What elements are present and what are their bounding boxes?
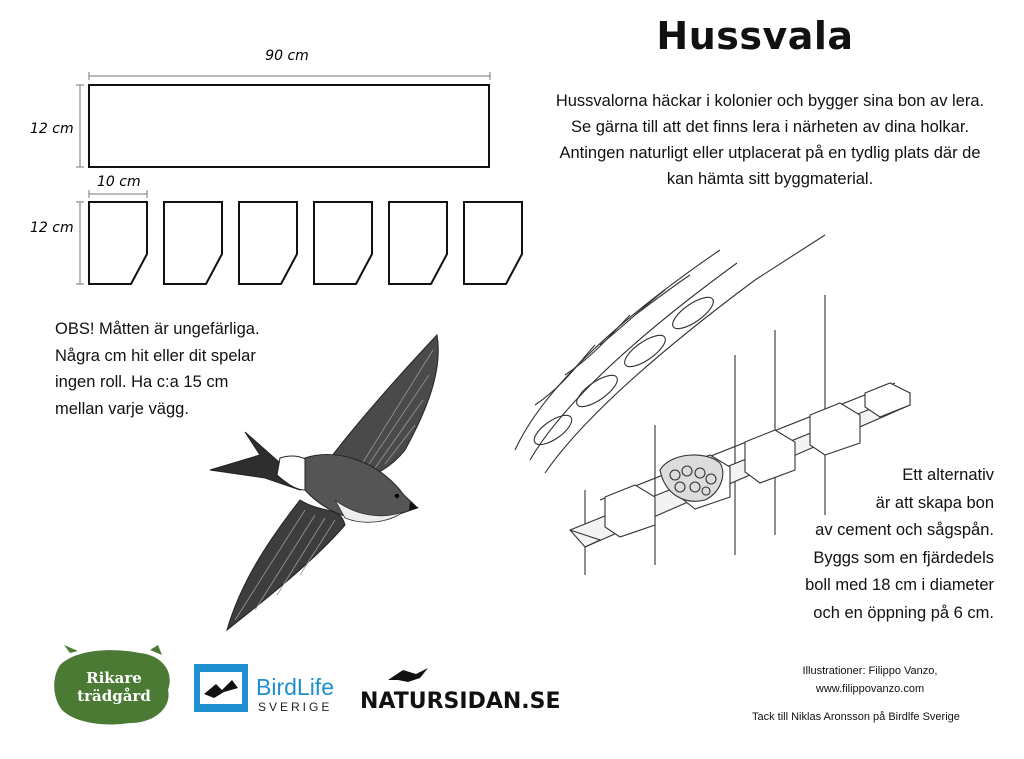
bird-silhouette-icon: [388, 668, 428, 682]
width-label: 90 cm: [265, 48, 309, 64]
alternative-line: är att skapa bon: [875, 493, 994, 512]
birdlife-name: BirdLife: [256, 674, 334, 700]
divider-panel: [164, 202, 222, 284]
note-line: Några cm hit eller dit spelar: [55, 346, 256, 365]
board-height-label: 12 cm: [30, 121, 74, 137]
illustrator-credit: Illustrationer: Filippo Vanzo,: [802, 665, 938, 677]
divider-panel: [314, 202, 372, 284]
note-line: ingen roll. Ha c:a 15 cm: [55, 373, 229, 391]
birdlife-country: SVERIGE: [258, 700, 333, 714]
base-board: [89, 85, 489, 167]
house-martin-illustration: [205, 330, 450, 635]
rikare-line1: Rikare: [86, 669, 142, 687]
alternative-line: Ett alternativ: [902, 466, 994, 484]
illustration-credits: [760, 662, 980, 698]
divider-panel: [239, 202, 297, 284]
natursidan-logo: [358, 662, 561, 717]
alternative-line: och en öppning på 6 cm.: [813, 603, 994, 622]
divider-panel: [389, 202, 447, 284]
note-line: mellan varje vägg.: [55, 399, 189, 418]
divider-height-label: 12 cm: [30, 220, 74, 236]
birdlife-sverige-logo: [192, 662, 347, 714]
natursidan-wordmark: NATURSIDAN.SE: [360, 689, 561, 714]
page-title: Hussvala: [656, 14, 854, 58]
rikare-tradgard-logo: [50, 645, 180, 730]
illustrator-website[interactable]: www.filippovanzo.com: [815, 683, 925, 695]
alternative-line: Byggs som en fjärdedels: [813, 548, 994, 567]
intro-line: Se gärna till att det finns lera i närheten av dina holkar.: [570, 118, 970, 136]
note-line: OBS! Måtten är ungefärliga.: [55, 320, 260, 338]
divider-width-label: 10 cm: [97, 174, 141, 190]
construction-plan: [0, 0, 540, 300]
alternative-line: boll med 18 cm i diameter: [805, 576, 994, 594]
rikare-line2: trädgård: [77, 687, 151, 705]
intro-line: Hussvalorna häckar i kolonier och bygger sina bon av lera.: [555, 92, 985, 110]
alternative-line: av cement och sågspån.: [815, 521, 994, 539]
intro-line: Antingen naturligt eller utplacerat på en tydlig plats där de: [559, 144, 981, 162]
intro-line: kan hämta sitt byggmaterial.: [666, 170, 874, 188]
alternative-text: [760, 462, 994, 627]
intro-text: [525, 88, 1015, 192]
divider-panel: [89, 202, 147, 284]
thanks-note: Tack till Niklas Aronsson på Birdlfe Sverige: [752, 711, 960, 723]
